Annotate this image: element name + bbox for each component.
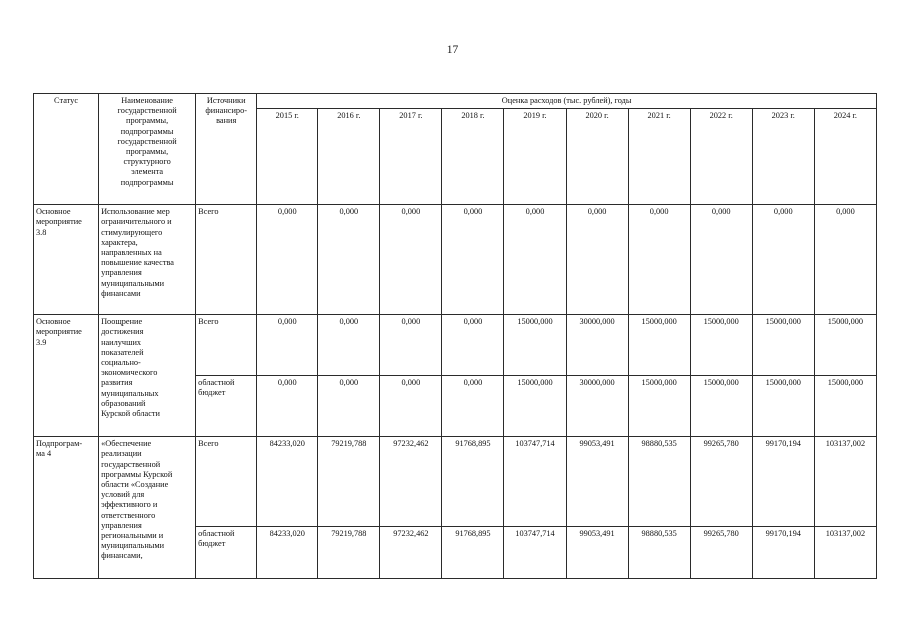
source-cell: Всего — [196, 205, 257, 315]
year-header: 2016 г. — [318, 109, 380, 205]
value-cell: 0,000 — [566, 205, 628, 315]
value-cell: 84233,020 — [257, 437, 318, 527]
expenditure-table — [33, 93, 877, 579]
header-sources: Источники финансиро- вания — [196, 94, 257, 205]
source-cell: областной бюджет — [196, 527, 257, 579]
value-cell: 0,000 — [504, 205, 566, 315]
status-cell: Основное мероприятие 3.9 — [34, 315, 99, 437]
value-cell: 0,000 — [257, 315, 318, 376]
value-cell: 15000,000 — [690, 376, 752, 437]
header-name: Наименование государственной программы, подпрограммы государственной программы, структурного элемента подпрограммы — [99, 94, 196, 205]
source-cell: областной бюджет — [196, 376, 257, 437]
year-header: 2019 г. — [504, 109, 566, 205]
value-cell: 91768,895 — [442, 437, 504, 527]
value-cell: 0,000 — [442, 205, 504, 315]
value-cell: 99265,780 — [690, 437, 752, 527]
table-row — [34, 315, 877, 376]
page-number: 17 — [446, 44, 459, 56]
value-cell: 98880,535 — [628, 437, 690, 527]
value-cell: 0,000 — [690, 205, 752, 315]
value-cell: 79219,788 — [318, 527, 380, 579]
value-cell: 99170,194 — [752, 437, 814, 527]
value-cell: 30000,000 — [566, 315, 628, 376]
value-cell: 0,000 — [628, 205, 690, 315]
year-header: 2021 г. — [628, 109, 690, 205]
value-cell: 15000,000 — [504, 376, 566, 437]
year-header: 2018 г. — [442, 109, 504, 205]
header-estimate: Оценка расходов (тыс. рублей), годы — [257, 94, 877, 109]
value-cell: 0,000 — [752, 205, 814, 315]
value-cell: 0,000 — [257, 376, 318, 437]
value-cell: 15000,000 — [628, 376, 690, 437]
value-cell: 103137,002 — [814, 527, 876, 579]
table-row — [34, 205, 877, 315]
status-cell: Основное мероприятие 3.8 — [34, 205, 99, 315]
value-cell: 15000,000 — [690, 315, 752, 376]
source-cell: Всего — [196, 315, 257, 376]
value-cell: 15000,000 — [628, 315, 690, 376]
value-cell: 0,000 — [380, 315, 442, 376]
name-cell: «Обеспечение реализации государственной программы Курской области «Создание условий для эффективного и ответственного управления региональными и муниципальными финансами, — [99, 437, 196, 579]
value-cell: 0,000 — [380, 205, 442, 315]
source-cell: Всего — [196, 437, 257, 527]
value-cell: 99053,491 — [566, 437, 628, 527]
value-cell: 0,000 — [318, 205, 380, 315]
value-cell: 0,000 — [380, 376, 442, 437]
header-status: Статус — [34, 94, 99, 205]
value-cell: 15000,000 — [752, 376, 814, 437]
name-cell: Поощрение достижения наилучших показателей социально- экономического развития муниципальных образований Курской области — [99, 315, 196, 437]
value-cell: 97232,462 — [380, 527, 442, 579]
name-cell: Использование мер ограничительного и стимулирующего характера, направленных на повышение качества управления муниципальными финансами — [99, 205, 196, 315]
year-header: 2024 г. — [814, 109, 876, 205]
year-header: 2015 г. — [257, 109, 318, 205]
value-cell: 98880,535 — [628, 527, 690, 579]
value-cell: 103747,714 — [504, 437, 566, 527]
value-cell: 0,000 — [814, 205, 876, 315]
value-cell: 91768,895 — [442, 527, 504, 579]
year-header: 2020 г. — [566, 109, 628, 205]
year-header: 2023 г. — [752, 109, 814, 205]
value-cell: 79219,788 — [318, 437, 380, 527]
value-cell: 0,000 — [442, 376, 504, 437]
value-cell: 15000,000 — [752, 315, 814, 376]
value-cell: 84233,020 — [257, 527, 318, 579]
value-cell: 103747,714 — [504, 527, 566, 579]
status-cell: Подпрограм- ма 4 — [34, 437, 99, 579]
value-cell: 0,000 — [318, 376, 380, 437]
header-row — [34, 94, 877, 109]
value-cell: 0,000 — [257, 205, 318, 315]
value-cell: 15000,000 — [814, 315, 876, 376]
value-cell: 99170,194 — [752, 527, 814, 579]
value-cell: 0,000 — [318, 315, 380, 376]
year-header: 2022 г. — [690, 109, 752, 205]
value-cell: 30000,000 — [566, 376, 628, 437]
value-cell: 99053,491 — [566, 527, 628, 579]
value-cell: 97232,462 — [380, 437, 442, 527]
table-row — [34, 437, 877, 527]
value-cell: 103137,002 — [814, 437, 876, 527]
year-header: 2017 г. — [380, 109, 442, 205]
value-cell: 15000,000 — [814, 376, 876, 437]
value-cell: 99265,780 — [690, 527, 752, 579]
value-cell: 0,000 — [442, 315, 504, 376]
value-cell: 15000,000 — [504, 315, 566, 376]
